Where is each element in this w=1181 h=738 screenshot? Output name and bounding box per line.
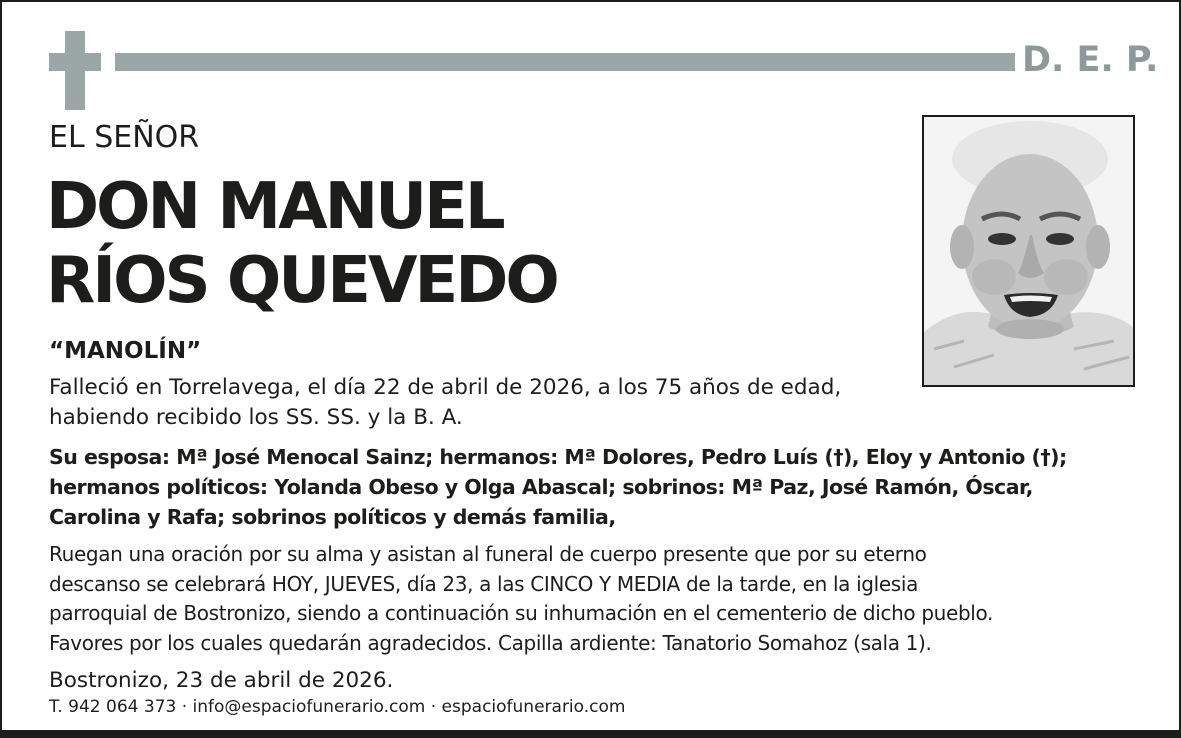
- funeral-line: parroquial de Bostronizo, siendo a continuación su inhumación en el cementerio de dicho pueblo.: [49, 601, 994, 625]
- dep-label: D. E. P.: [1022, 40, 1159, 80]
- death-line: Falleció en Torrelavega, el día 22 de abril de 2026, a los 75 años de edad,: [49, 375, 842, 400]
- deceased-name: [46, 170, 557, 318]
- family-line: Su esposa: Mª José Menocal Sainz; hermanos: Mª Dolores, Pedro Luís (†), Eloy y Antonio (†);: [49, 445, 1067, 469]
- portrait-photo: [922, 115, 1135, 387]
- contact-info: T. 942 064 373 · info@espaciofunerario.com · espaciofunerario.com: [49, 697, 626, 717]
- funeral-details: [49, 540, 1169, 658]
- header-rule: [115, 53, 1015, 71]
- funeral-line: Favores por los cuales quedarán agradecidos. Capilla ardiente: Tanatorio Somahoz (sala 1).: [49, 630, 932, 655]
- family-list: [49, 442, 1149, 532]
- place-and-date: Bostronizo, 23 de abril de 2026.: [49, 668, 394, 693]
- name-line: RÍOS QUEVEDO: [46, 244, 557, 318]
- cross-icon: [49, 31, 101, 110]
- funeral-line: descanso se celebrará HOY, JUEVES, día 23, a las CINCO Y MEDIA de la tarde, en la iglesia: [49, 571, 918, 596]
- death-line: habiendo recibido los SS. SS. y la B. A.: [49, 405, 463, 430]
- name-line: DON MANUEL: [46, 170, 503, 244]
- funeral-line: Ruegan una oración por su alma y asistan al funeral de cuerpo presente que por su eterno: [49, 542, 927, 566]
- family-line: Carolina y Rafa; sobrinos políticos y demás familia,: [49, 505, 616, 529]
- death-statement: [49, 373, 919, 433]
- nickname: “MANOLÍN”: [49, 338, 202, 364]
- family-line: hermanos políticos: Yolanda Obeso y Olga Abascal; sobrinos: Mª Paz, José Ramón, Óscar,: [49, 475, 1033, 499]
- title-prefix: EL SEÑOR: [49, 120, 200, 155]
